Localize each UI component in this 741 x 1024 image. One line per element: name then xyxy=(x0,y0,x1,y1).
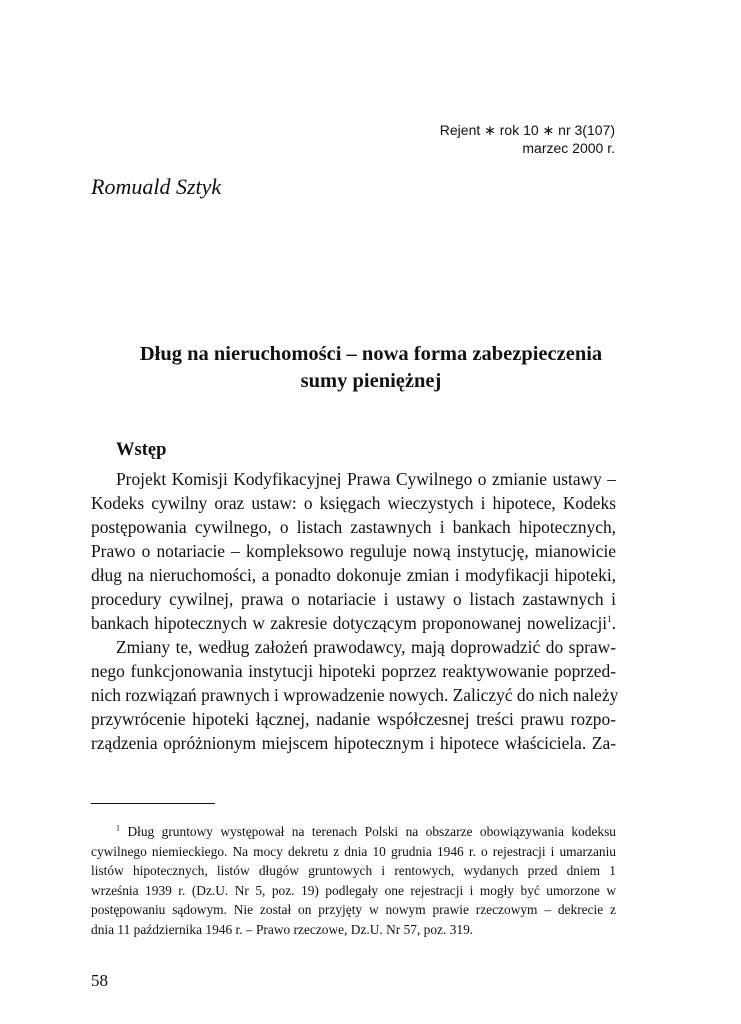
body-text xyxy=(91,467,619,755)
footnote-reference[interactable]: 1 xyxy=(607,614,612,625)
author-name: Romuald Sztyk xyxy=(91,174,222,199)
footnote xyxy=(91,822,616,939)
paragraph-1 xyxy=(91,467,616,635)
footnote-line: września 1939 r. (Dz.U. Nr 5, poz. 19) podlegały one rejestracji i mogły być umorzone w xyxy=(91,882,616,898)
footnote-line: listów hipotecznych, listów długów gruntowych i rentowych, wydanych przed dniem 1 xyxy=(91,863,616,878)
footnote-marker: 1 xyxy=(116,823,120,833)
paragraph-line: nich rozwiązań prawnych i wprowadzenie nowych. Zaliczyć do nich należy xyxy=(91,685,619,705)
section-heading: Wstęp xyxy=(116,440,167,460)
paragraph-line-text: bankach hipotecznych w zakresie dotyczącym proponowanej nowelizacji xyxy=(91,613,608,633)
paragraph-line: Kodeks cywilny oraz ustaw: o księgach wieczystych i hipotece, Kodeks xyxy=(91,493,616,513)
footnote-line: dnia 11 października 1946 r. – Prawo rzeczowe, Dz.U. Nr 57, poz. 319. xyxy=(91,921,474,937)
footnote-line: postępowaniu sądowym. Nie został on przyjęty w nowym prawie rzeczowym – dekrecie z xyxy=(91,902,616,917)
sentence-period: . xyxy=(611,613,616,633)
paragraph-line: Zmiany te, według założeń prawodawcy, mają doprowadzić do spraw- xyxy=(116,637,616,657)
journal-header xyxy=(440,121,615,157)
paragraph-line: postępowania cywilnego, o listach zastawnych i bankach hipotecznych, xyxy=(91,517,616,537)
page-number: 58 xyxy=(91,971,108,990)
footnote-line xyxy=(91,822,616,842)
paragraph-line: nego funkcjonowania instytucji hipoteki poprzez reaktywowanie poprzed- xyxy=(91,661,616,681)
footnote-line: cywilnego niemieckiego. Na mocy dekretu z dnia 10 grudnia 1946 r. o rejestracji i umarzaniu xyxy=(91,843,616,859)
journal-date-line: marzec 2000 r. xyxy=(522,140,615,156)
article-title-line-2: sumy pieniężnej xyxy=(300,370,442,392)
paragraph-line: przywrócenie hipoteki łącznej, nadanie współczesnej treści prawu rozpo- xyxy=(91,709,616,729)
paragraph-line: procedury cywilnej, prawa o notariacie i ustawy o listach zastawnych i xyxy=(91,589,616,609)
paragraph-2 xyxy=(91,635,619,755)
footnote-line-text: Dług gruntowy występował na terenach Polski na obszarze obowiązywania kodeksu xyxy=(127,824,616,839)
article-title xyxy=(91,341,651,395)
paragraph-line: Prawo o notariacie – kompleksowo reguluje nową instytucję, mianowicie xyxy=(91,541,616,561)
paragraph-last-line xyxy=(91,611,616,635)
footnote-divider xyxy=(91,803,215,804)
article-title-line-1: Dług na nieruchomości – nowa forma zabezpieczenia xyxy=(139,343,603,365)
journal-issue-line: Rejent ∗ rok 10 ∗ nr 3(107) xyxy=(439,122,615,138)
paragraph-line: dług na nieruchomości, a ponadto dokonuje zmian i modyfikacji hipoteki, xyxy=(91,565,616,585)
paragraph-line: Projekt Komisji Kodyfikacyjnej Prawa Cywilnego o zmianie ustawy – xyxy=(116,469,616,489)
paragraph-line: rządzenia opróżnionym miejscem hipotecznym i hipotece właściciela. Za- xyxy=(91,733,616,753)
